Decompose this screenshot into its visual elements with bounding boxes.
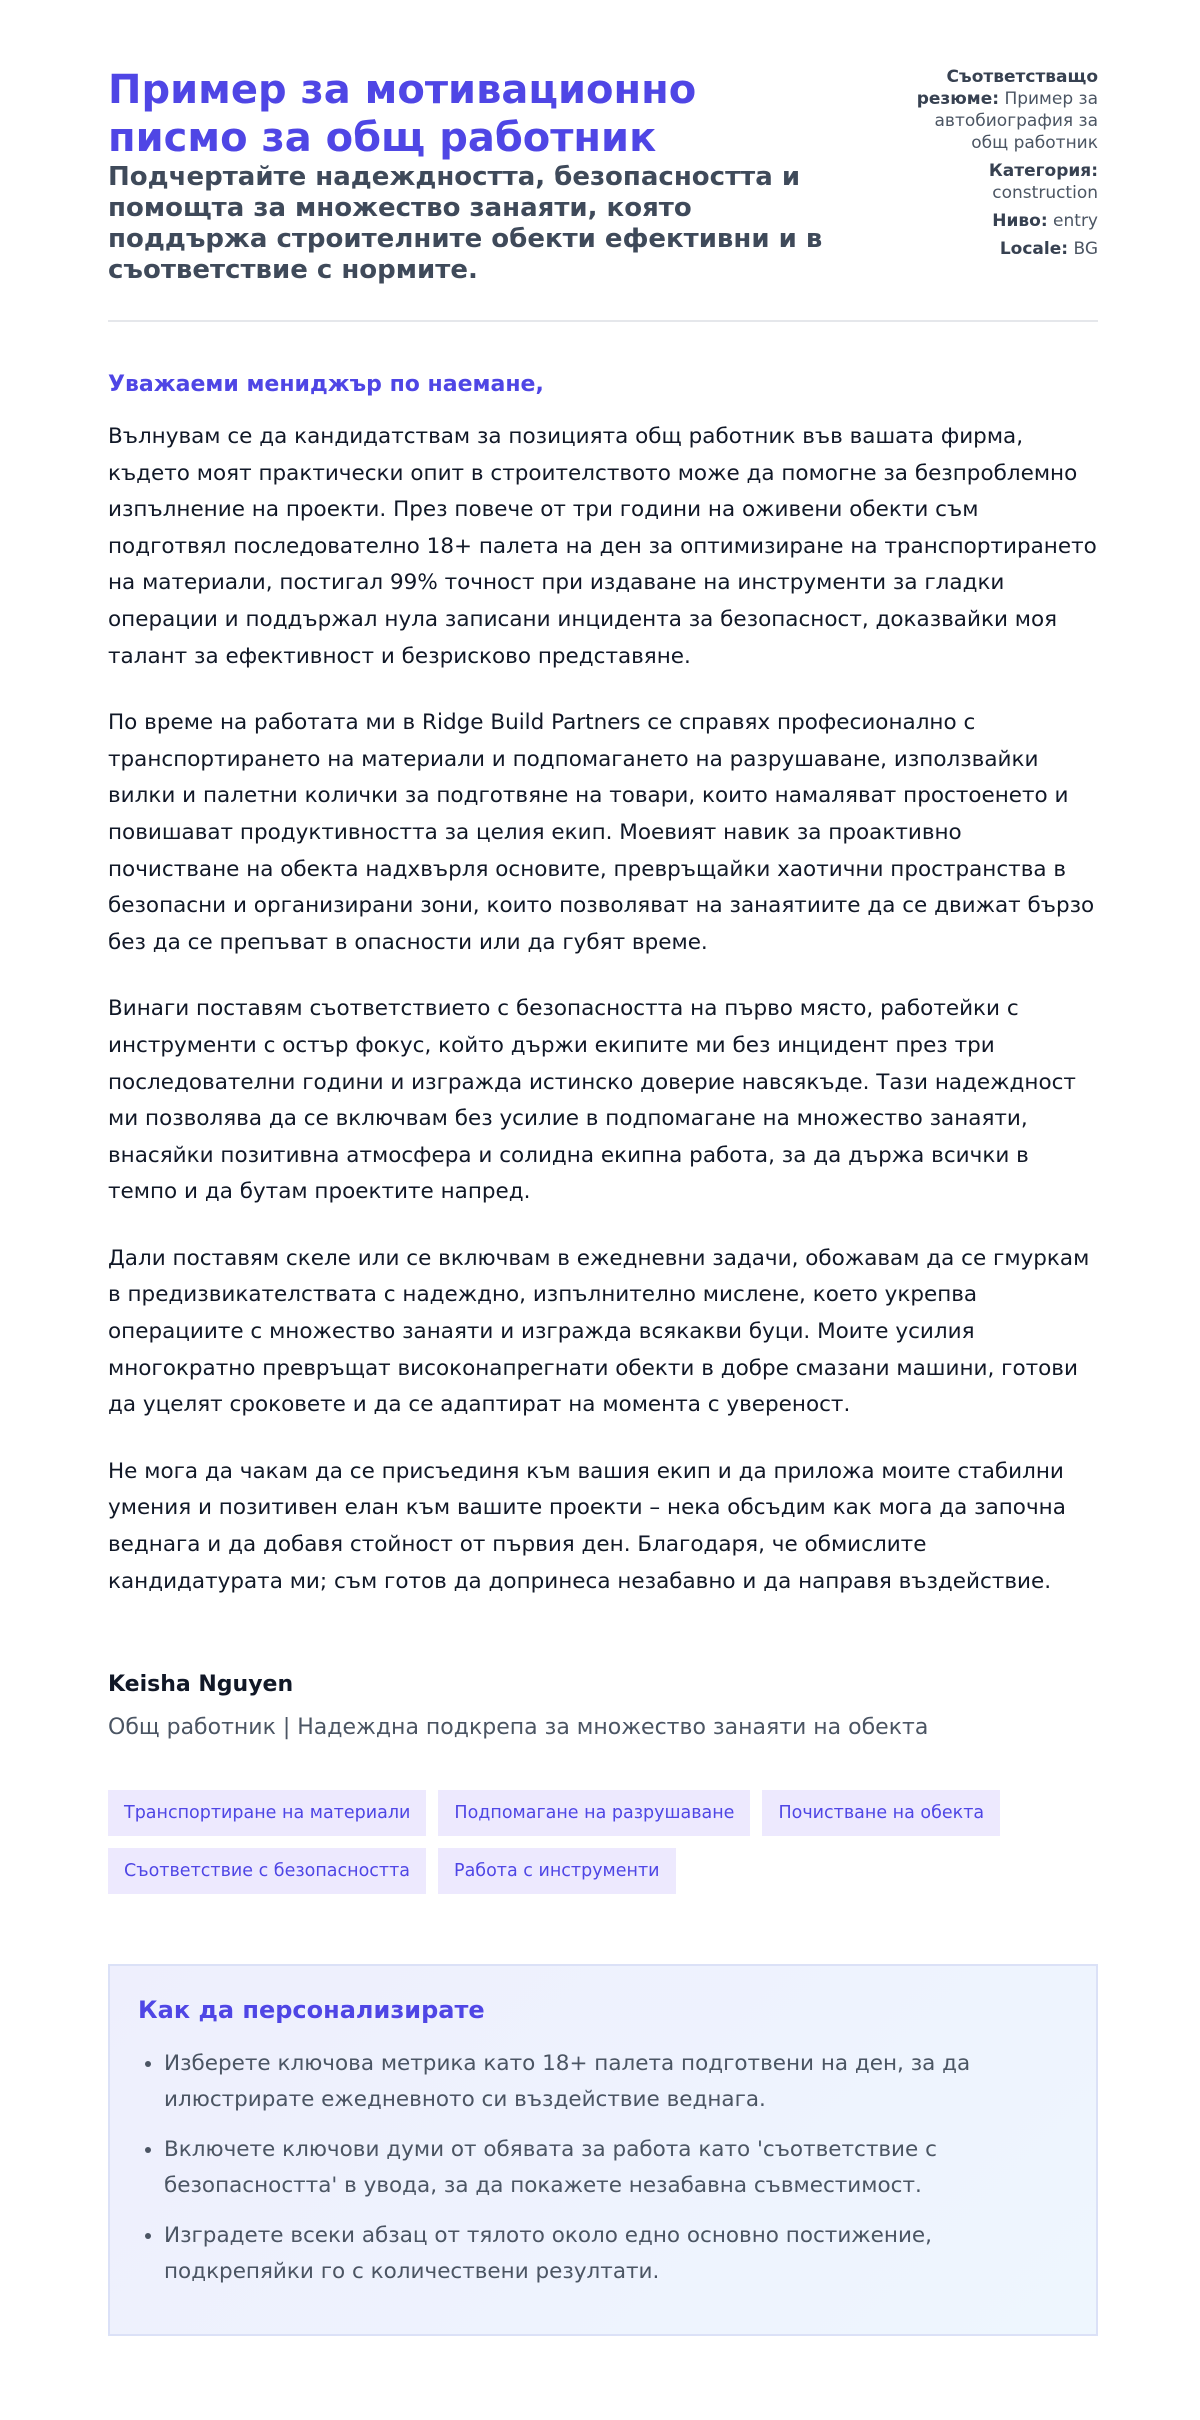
paragraph: Винаги поставям съответствието с безопасността на първо място, работейки с инструменти с остър фокус, който държи екипите ми без инцидент през три последователни години и изгражда истинско доверие навсякъде. Тази надеждност ми позволява да се включвам без усилие в подпомагане на множество занаяти, внасяйки позитивна атмосфера и солидна екипна работа, за да държа всички в темпо и да бутам проектите напред. (108, 996, 1076, 1205)
tip-item: • Включете ключови думи от обявата за работа като 'съответствие с безопасността' в увода, за да покажете незабавна съвместимост. (164, 2132, 1068, 2204)
meta-matching-resume: Съответстващо резюме: Пример за автобиография за общ работник (916, 67, 1098, 153)
meta-info (908, 66, 1098, 286)
paragraph: Не мога да чакам да се присъединя към вашия екип и да приложа моите стабилни умения и позитивен елан към вашите проекти – нека обсъдим как мога да започна веднага и да добавя стойност от първия ден. Благодаря, че обмислите кандидатурата ми; съм готов да допринеса незабавно и да направя въздействие. (108, 1458, 1066, 1594)
cover-letter-page (108, 0, 1098, 2336)
skill-tag: Съответствие с безопасността (108, 1848, 426, 1894)
signature-role: Общ работник | Надеждна подкрепа за множество занаяти на обекта (108, 1715, 929, 1741)
skill-tags (108, 1790, 1008, 1894)
paragraph: Дали поставям скеле или се включвам в ежедневни задачи, обожавам да се гмуркам в предизвикателствата с надеждно, изпълнително мислене, което укрепва операциите с множество занаяти и изгражда всякакви буци. Моите усилия многократно превръщат високонапрегнати обекти в добре смазани машини, готови да уцелят сроковете и да се адаптират на момента с увереност. (108, 1245, 1090, 1418)
page-title: Пример за мотивационно писмо за общ работник (108, 67, 697, 161)
paragraph: По време на работата ми в Ridge Build Partners се справях професионално с транспортирането на материали и подпомагането на разрушаване, използвайки вилки и палетни колички за подготвяне на товари, които намаляват простоенето и повишават продуктивността за целия екип. Моевият навик за проактивно почистване на обекта надхвърля основите, превръщайки хаотични пространства в безопасни и организирани зони, които позволяват на занаятиите да се движат бързо без да се препъват в опасности или да губят време. (108, 710, 1095, 955)
skill-tag: Работа с инструменти (438, 1848, 676, 1894)
divider (108, 320, 1098, 322)
skill-tag: Почистване на обекта (762, 1790, 1000, 1836)
customization-tips (108, 1964, 1098, 2336)
greeting: Уважаеми мениджър по наемане, (108, 372, 544, 397)
meta-category: Категория: construction (988, 161, 1098, 203)
meta-level: Ниво: entry (992, 211, 1098, 231)
tip-item: • Изберете ключова метрика като 18+ палета подготвени на ден, за да илюстрирате ежедневното си въздействие веднага. (164, 2046, 1068, 2118)
tips-list (138, 2046, 1068, 2290)
meta-locale: Locale: BG (999, 239, 1098, 259)
tips-title: Как да персонализирате (138, 1996, 485, 2025)
paragraph: Вълнувам се да кандидатствам за позицията общ работник във вашата фирма, където моят практически опит в строителството може да помогне за безпроблемно изпълнение на проекти. През повече от три години на оживени обекти съм подготвял последователно 18+ палета на ден за оптимизиране на транспортирането на материали, постигал 99% точност при издаване на инструменти за гладки операции и поддържал нула записани инцидента за безопасност, доказвайки моя талант за ефективност и безрисково представяне. (108, 424, 1097, 669)
skill-tag: Подпомагане на разрушаване (438, 1790, 750, 1836)
letter-body (108, 419, 1098, 1600)
tip-item: • Изградете всеки абзац от тялото около едно основно постижение, подкрепяйки го с количествени резултати. (164, 2218, 1068, 2290)
signature-name: Keisha Nguyen (108, 1672, 294, 1698)
page-subtitle: Подчертайте надеждността, безопасността и помощта за множество занаяти, която поддържа строителните обекти ефективни и в съответствие с нормите. (108, 162, 823, 285)
page-header (108, 0, 1098, 286)
skill-tag: Транспортиране на материали (108, 1790, 426, 1836)
title-block (108, 66, 828, 286)
